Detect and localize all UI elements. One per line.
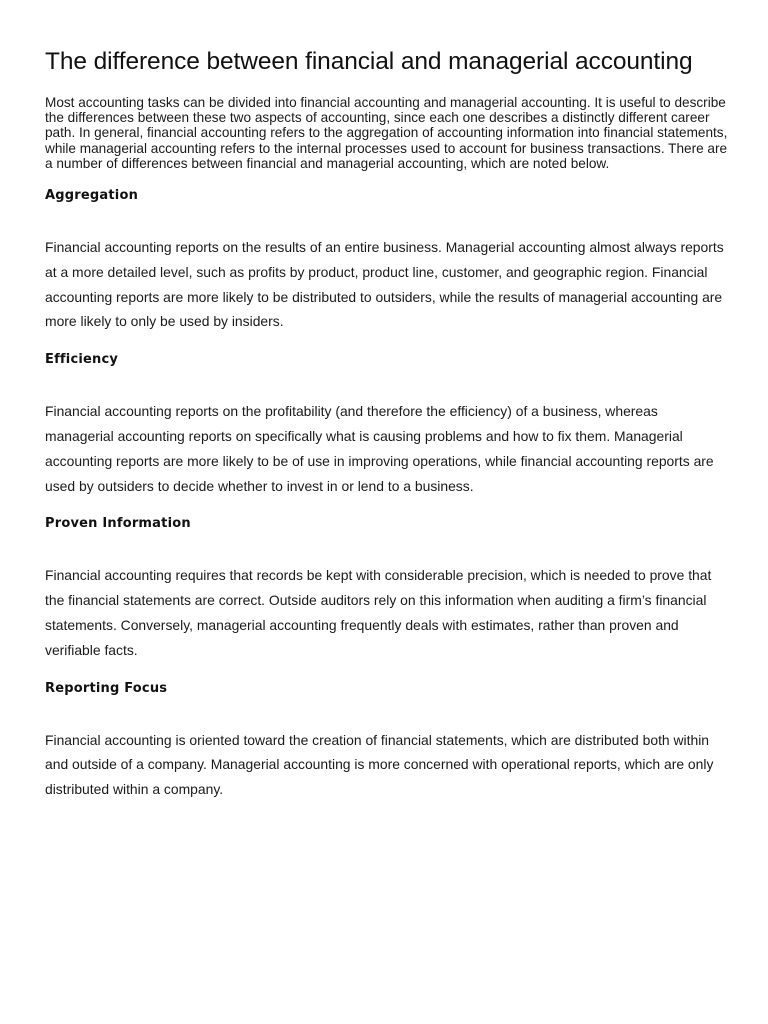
section-proven-information <box>45 515 728 662</box>
section-body: Financial accounting reports on the results of an entire business. Managerial accounting almost always reports at a more detailed level, such as profits by product, product line, customer, and geographic region. Financial accounting reports are more likely to be distributed to outsiders, while the results of managerial accounting are more likely to only be used by insiders. <box>45 239 724 330</box>
section-heading: Aggregation <box>45 188 139 204</box>
section-body: Financial accounting is oriented toward the creation of financial statements, which are distributed both within and outside of a company. Managerial accounting is more concerned with operational reports, which are only distributed within a company. <box>45 731 714 798</box>
section-aggregation <box>45 187 728 334</box>
section-heading: Efficiency <box>45 352 119 368</box>
section-body: Financial accounting reports on the profitability (and therefore the efficiency) of a business, whereas managerial accounting reports on specifically what is causing problems and how to fix them. Managerial accounting reports are more likely to be of use in improving operations, while financial accounting reports are used by outsiders to decide whether to invest in or lend to a business. <box>45 403 714 494</box>
section-efficiency <box>45 351 728 498</box>
section-reporting-focus <box>45 680 728 802</box>
page-title: The difference between financial and managerial accounting <box>45 48 693 75</box>
intro-paragraph: Most accounting tasks can be divided into financial accounting and managerial accounting. It is useful to describe the differences between these two aspects of accounting, since each one describes a distinctly different career path. In general, financial accounting refers to the aggregation of accounting information into financial statements, while managerial accounting refers to the internal processes used to account for business transactions. There are a number of differences between financial and managerial accounting, which are noted below. <box>45 95 728 171</box>
section-body: Financial accounting requires that records be kept with considerable precision, which is needed to prove that the financial statements are correct. Outside auditors rely on this information when auditing a firm’s financial statements. Conversely, managerial accounting frequently deals with estimates, rather than proven and verifiable facts. <box>45 567 712 658</box>
section-heading: Reporting Focus <box>45 680 168 696</box>
section-heading: Proven Information <box>45 516 191 532</box>
